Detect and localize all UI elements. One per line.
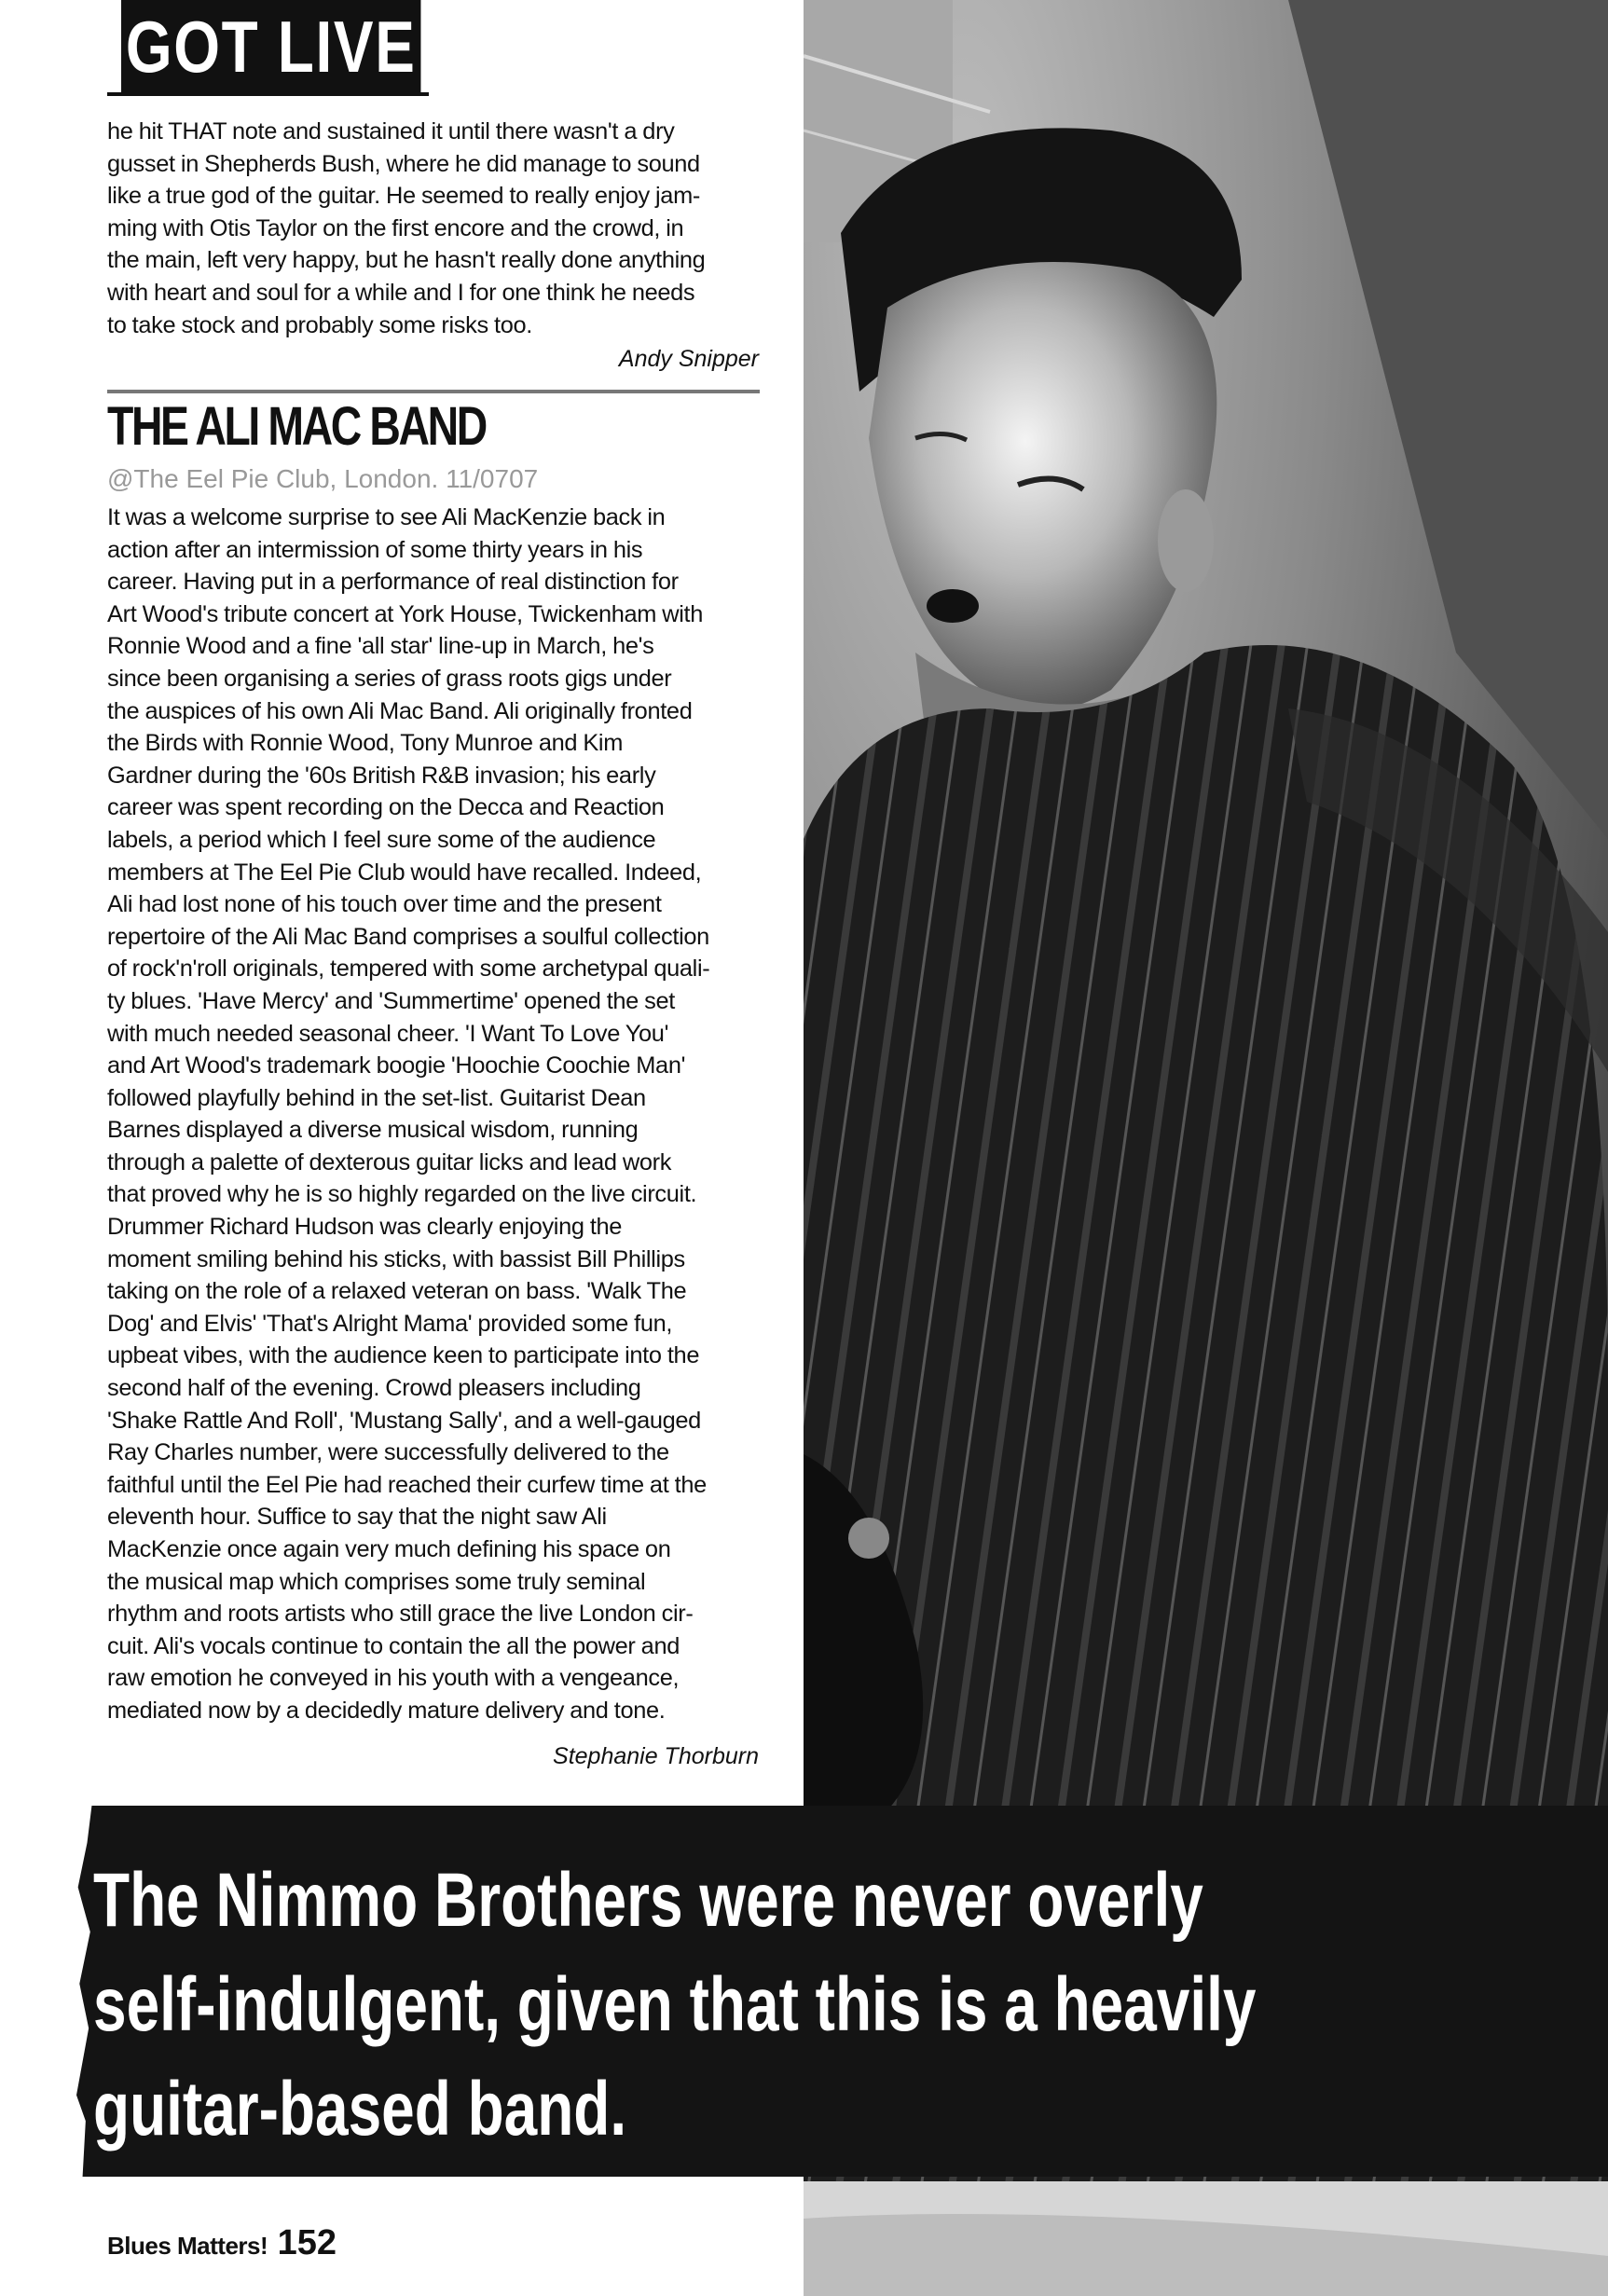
review2-line: second half of the evening. Crowd pleasers including — [107, 1375, 641, 1402]
review2-line: moment smiling behind his sticks, with bassist Bill Phillips — [107, 1245, 685, 1272]
review2-title: THE ALI MAC BAND — [107, 396, 486, 457]
review2-line: career was spent recording on the Decca and Reaction — [107, 794, 665, 821]
review2-line: Ali had lost none of his touch over time and the present — [107, 891, 662, 918]
review1-line: the main, left very happy, but he hasn't really done anything — [107, 247, 706, 274]
review2-line: Gardner during the '60s British R&B invasion; his early — [107, 762, 656, 789]
review2-line: Barnes displayed a diverse musical wisdom, running — [107, 1117, 639, 1144]
review2-line: ty blues. 'Have Mercy' and 'Summertime' opened the set — [107, 987, 675, 1014]
review2-line: career. Having put in a performance of real distinction for — [107, 569, 679, 596]
pull-quote-line: self-indulgent, given that this is a heavily — [93, 1962, 1257, 2047]
review1-line: gusset in Shepherds Bush, where he did manage to sound — [107, 150, 700, 177]
section-header: GOT LIVE — [121, 0, 420, 93]
review1-line: he hit THAT note and sustained it until there wasn't a dry — [107, 118, 675, 144]
review1-line: like a true god of the guitar. He seemed to really enjoy jam- — [107, 183, 700, 210]
review2-line: repertoire of the Ali Mac Band comprises a soulful collection — [107, 923, 709, 950]
review2-line: the Birds with Ronnie Wood, Tony Munroe and Kim — [107, 730, 624, 757]
review2-line: the musical map which comprises some truly seminal — [107, 1568, 646, 1595]
page-footer — [107, 2223, 337, 2263]
section-divider — [107, 390, 760, 393]
review2-line: labels, a period which I feel sure some of the audience — [107, 826, 656, 853]
review2-line: followed playfully behind in the set-list. Guitarist Dean — [107, 1084, 646, 1111]
review2-line: Dog' and Elvis' 'That's Alright Mama' provided some fun, — [107, 1310, 673, 1337]
review1-author: Andy Snipper — [618, 346, 759, 372]
review2-line: cuit. Ali's vocals continue to contain the all the power and — [107, 1632, 680, 1659]
review2-line: mediated now by a decidedly mature delivery and tone. — [107, 1697, 666, 1724]
page-number: 152 — [277, 2223, 337, 2262]
review2-author: Stephanie Thorburn — [553, 1743, 759, 1769]
header-rule — [107, 92, 429, 96]
review2-line: MacKenzie once again very much defining his space on — [107, 1536, 671, 1562]
review2-line: through a palette of dexterous guitar licks and lead work — [107, 1148, 672, 1175]
review1-line: to take stock and probably some risks too. — [107, 311, 532, 338]
review2-venue: @The Eel Pie Club, London. 11/0707 — [107, 464, 539, 493]
review2-line: of rock'n'roll originals, tempered with some archetypal quali- — [107, 956, 710, 983]
review1-line: with heart and soul for a while and I for one think he needs — [107, 279, 695, 306]
review2-line: taking on the role of a relaxed veteran on bass. 'Walk The — [107, 1278, 687, 1305]
pull-quote-line: The Nimmo Brothers were never overly — [93, 1858, 1203, 1943]
review2-line: with much needed seasonal cheer. 'I Want To Love You' — [107, 1020, 669, 1047]
review2-line: raw emotion he conveyed in his youth with a vengeance, — [107, 1665, 680, 1692]
review2-line: members at The Eel Pie Club would have recalled. Indeed, — [107, 859, 702, 886]
review2-line: It was a welcome surprise to see Ali MacKenzie back in — [107, 504, 666, 530]
magazine-name: Blues Matters! — [107, 2232, 268, 2260]
review2-line: the auspices of his own Ali Mac Band. Ali originally fronted — [107, 697, 693, 724]
review2-line: 'Shake Rattle And Roll', 'Mustang Sally', and a well-gauged — [107, 1407, 701, 1434]
review2-line: action after an intermission of some thirty years in his — [107, 536, 643, 563]
review2-line: and Art Wood's trademark boogie 'Hoochie Coochie Man' — [107, 1052, 686, 1079]
review2-line: since been organising a series of grass roots gigs under — [107, 665, 672, 692]
review1-body — [107, 116, 760, 341]
review1-line: ming with Otis Taylor on the first encore and the crowd, in — [107, 214, 684, 241]
review2-body — [107, 502, 760, 1727]
review2-line: Drummer Richard Hudson was clearly enjoying the — [107, 1214, 623, 1241]
review2-line: faithful until the Eel Pie had reached their curfew time at the — [107, 1471, 707, 1498]
review2-line: Ronnie Wood and a fine 'all star' line-up in March, he's — [107, 633, 654, 660]
pull-quote-line: guitar-based band. — [93, 2067, 627, 2152]
review2-line: that proved why he is so highly regarded on the live circuit. — [107, 1181, 697, 1208]
review2-line: upbeat vibes, with the audience keen to participate into the — [107, 1342, 700, 1369]
review2-line: eleventh hour. Suffice to say that the night saw Ali — [107, 1504, 607, 1531]
review2-line: Art Wood's tribute concert at York House, Twickenham with — [107, 600, 704, 627]
review2-line: rhythm and roots artists who still grace the live London cir- — [107, 1601, 694, 1628]
review2-line: Ray Charles number, were successfully delivered to the — [107, 1439, 669, 1466]
